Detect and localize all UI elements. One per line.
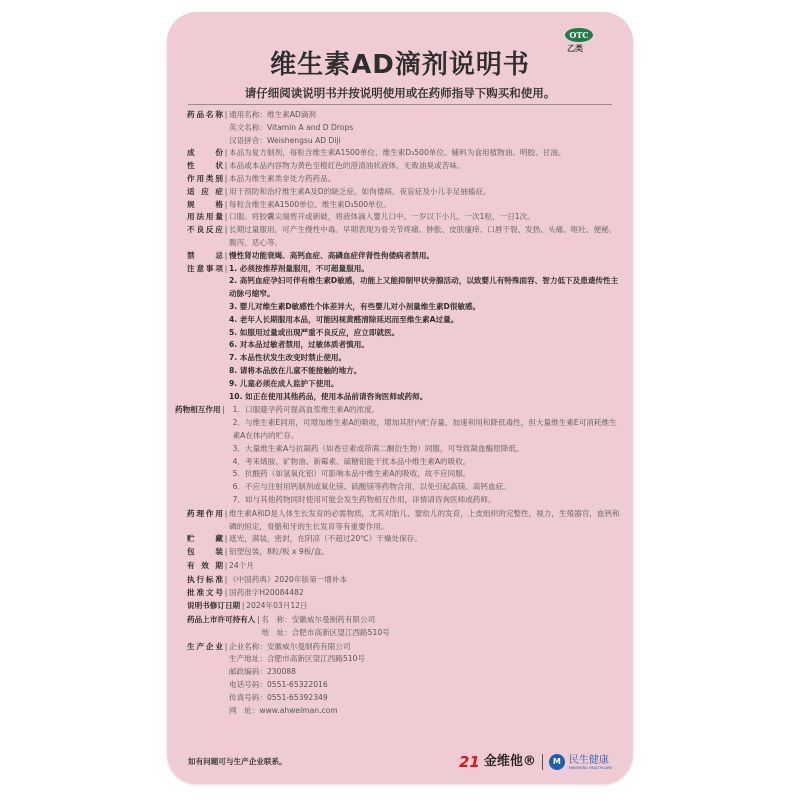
section-label: 贮藏	[187, 534, 223, 544]
english-name: 英文名称：Vitamin A and D Drops	[229, 122, 354, 132]
production-address: 生产地址：合肥市高新区望江西路510号	[229, 654, 365, 664]
section-label: 药物相互作用	[175, 405, 221, 415]
divider	[188, 104, 612, 105]
list-item: 7．如与其他药物同时使用可能会发生药物相互作用，详情请咨询医师或药师。	[232, 494, 496, 504]
section-label: 不良反应	[187, 225, 223, 235]
section-label: 规格	[187, 199, 223, 209]
section-spec: 规格 | 每粒含维生素A1500单位、维生素D₃500单位。	[187, 199, 623, 212]
otc-class: 乙类	[567, 44, 583, 53]
list-item: 2．与维生素E同用，可增加维生素A的吸收，增加其肝内贮存量，加速利用和降低毒性，但大量维生素E可消耗维生素A在体内的贮存。	[232, 418, 617, 440]
brand-logos	[459, 753, 612, 771]
list-item: 3. 婴儿对维生素D敏感性个体差异大，有些婴儿对小剂量维生素D很敏感。	[229, 301, 481, 311]
list-item: 4. 老年人长期服用本品，可能因视黄醛清除延迟而至维生素A过量。	[229, 314, 459, 324]
section-label: 药品上市许可持有人	[187, 615, 256, 625]
list-item: 1. 必须按推荐剂量服用，不可超量服用。	[229, 263, 369, 273]
list-item: 2. 高钙血症孕妇可伴有维生素D敏感，功能上又能抑制甲状旁腺活动，以致婴儿有特殊面容、智力低下及患遗传性主动脉弓缩窄。	[229, 276, 619, 299]
section-text: 本品为维生素类非处方药药品。	[229, 173, 336, 183]
section-label: 禁忌	[187, 250, 223, 260]
section-dosage: 用法用量 | 口服。将胶囊尖端剪开或刺破，将液体滴入婴儿口中。一岁以下小儿，一次1粒，一日1次。	[187, 211, 623, 224]
brand-logo-number: 21	[458, 753, 480, 771]
section-pharmacology: 药理作用 | 维生素A和D是人体生长发育的必需物质，尤其对胎儿、婴幼儿的发育，上皮组织的完整性，视力，生殖器官，血钙和磷的恒定，骨骼和牙的生长发育等有重要作用。	[187, 508, 623, 534]
section-composition: 成份 | 本品为复方制剂，每粒含维生素A1500单位、维生素D₃500单位。辅料为食用植物油、明胶、甘油。	[187, 147, 623, 160]
section-storage: 贮藏 | 遮光，满装，密封，在阴凉（不超过20℃）干燥处保存。	[187, 533, 623, 546]
section-name: 药品名称 | 通用名称：维生素AD滴剂 英文名称：Vitamin A and D Drops 汉语拼音：Weishengsu AD Diji	[187, 109, 623, 147]
section-appearance: 性状 | 本品或本品内容物为黄色至橙红色的澄清油状液体，无败油臭或苦味。	[187, 160, 623, 173]
subtitle: 请仔细阅读说明书并按说明使用或在药师指导下购买和使用。	[244, 86, 556, 100]
postal-code: 邮政编码：230088	[229, 667, 296, 677]
list-item: 7. 本品性状发生改变时禁止使用。	[229, 353, 347, 363]
section-label: 注意事项	[187, 263, 223, 273]
partner-logo-name: 民生健康	[568, 754, 609, 766]
section-text: 《中国药典》2020年版第一增补本	[229, 574, 348, 584]
section-text: 本品或本品内容物为黄色至橙红色的澄清油状液体，无败油臭或苦味。	[229, 161, 465, 171]
holder-name: 名 称：安徽威尔曼制药有限公司	[261, 615, 376, 625]
contact-note: 如有问题可与生产企业联系。	[188, 757, 287, 766]
section-label: 作用类别	[187, 173, 223, 183]
section-text: 口服。将胶囊尖端剪开或刺破，将液体滴入婴儿口中。一岁以下小儿，一次1粒，一日1次。	[229, 212, 535, 222]
list-item: 1．口服避孕药可提高血浆维生素A的浓度。	[232, 405, 380, 415]
partner-logo-sub: MINSHENG HEALTHCARE	[568, 765, 612, 770]
brand-logo-name: 金维他®	[483, 754, 536, 769]
section-validity: 有效期 | 24个月	[187, 560, 623, 573]
website-link[interactable]: 网 址：www.ahwelman.com	[229, 705, 338, 715]
section-text: 2024年03月12日	[246, 601, 308, 611]
section-approval: 批准文号 | 国药准字H20084482	[187, 587, 623, 600]
list-item: 5. 如服用过量或出现严重不良反应，应立即就医。	[229, 327, 400, 337]
logo-divider	[542, 754, 543, 770]
section-text: 本品为复方制剂，每粒含维生素A1500单位、维生素D₃500单位。辅料为食用植物油、明胶、甘油。	[229, 148, 566, 158]
section-text: 国药准字H20084482	[229, 588, 304, 598]
section-category: 作用类别 | 本品为维生素类非处方药药品。	[187, 173, 623, 186]
section-package: 包装 | 铝塑包装，8粒/板 x 9板/盒。	[187, 546, 623, 559]
list-item: 9. 儿童必须在成人监护下使用。	[229, 378, 339, 388]
section-text: 慢性肾功能衰竭、高钙血症、高磷血症伴肾性佝偻病者禁用。	[229, 250, 435, 260]
section-label: 包装	[187, 547, 223, 557]
list-item: 4．考来烯胺、矿物油、新霉素、硫糖铝能干扰本品中维生素A的吸收。	[232, 456, 471, 466]
company-name: 企业名称：安徽威尔曼制药有限公司	[229, 641, 351, 651]
section-adverse: 不良反应 | 长期过量服用，可产生慢性中毒。早期表现为骨关节疼痛、肿胀、皮肤瘙痒、口唇干裂、发热、头痛、呕吐、便秘、腹泻、恶心等。	[187, 224, 623, 250]
generic-name: 通用名称：维生素AD滴剂	[229, 110, 316, 119]
section-indications: 适应症 | 用于预防和治疗维生素A及D的缺乏症。如佝偻病、夜盲症及小儿手足抽搐症。	[187, 186, 623, 199]
list-item: 3．大量维生素A与抗凝药（如香豆素或茚满二酮衍生物）同服，可导致凝血酶原降低。	[232, 443, 524, 453]
section-label: 性状	[187, 161, 223, 171]
section-precautions: 注意事项 | 1. 必须按推荐剂量服用，不可超量服用。 2. 高钙血症孕妇可伴有维生素D敏感，功能上又能抑制甲状旁腺活动，以致婴儿有特殊面容、智力低下及患遗传性主动脉弓缩窄。 3. 婴儿对维生素D敏感性个体差异大，有些婴儿对小剂量维生素D很敏感。 4. 老年人长期服用本品，可能因视黄醛清除延迟而至维生素A过量。 5. 如服用过量或出现严重不良反应，应立即就医。 6. 对本品过敏者禁用，过敏体质者慎用。 7. 本品性状发生改变时禁止使用。 8. 请将本品放在儿童不能接触的地方。 9. 儿童必须在成人监护下使用。 10. 如正在使用其他药品，使用本品前请咨询医师或药师。	[187, 263, 623, 404]
section-text: 24个月	[229, 560, 254, 570]
section-holder: 药品上市许可持有人 | 名 称：安徽威尔曼制药有限公司 地 址：合肥市高新区望江西路510号	[187, 614, 623, 640]
page-title: 维生素AD滴剂说明书	[270, 50, 530, 80]
holder-address: 地 址：合肥市高新区望江西路510号	[261, 627, 390, 637]
section-revision: 说明书修订日期 | 2024年03月12日	[187, 600, 623, 613]
section-text: 遮光，满装，密封，在阴凉（不超过20℃）干燥处保存。	[229, 534, 422, 544]
section-label: 有效期	[187, 560, 223, 570]
section-label: 药品名称	[187, 110, 223, 119]
section-text: 长期过量服用，可产生慢性中毒。早期表现为骨关节疼痛、肿胀、皮肤瘙痒、口唇干裂、发热、头痛、呕吐、便秘、腹泻、恶心等。	[229, 225, 617, 247]
section-text: 用于预防和治疗维生素A及D的缺乏症。如佝偻病、夜盲症及小儿手足抽搐症。	[229, 186, 491, 196]
section-label: 成份	[187, 148, 223, 158]
section-text: 铝塑包装，8粒/板 x 9板/盒。	[229, 547, 330, 557]
section-standard: 执行标准 | 《中国药典》2020年版第一增补本	[187, 574, 623, 587]
list-item: 6．不应与注射用钙制剂或氧化镁、硫酸镁等药物合用，以免引起高镁、高钙血症。	[232, 482, 511, 492]
phone-number: 电话号码：0551-65322016	[229, 680, 328, 690]
footer	[188, 752, 612, 772]
list-item: 6. 对本品过敏者禁用，过敏体质者慎用。	[229, 340, 369, 350]
section-label: 说明书修订日期	[187, 601, 241, 611]
section-label: 适应症	[187, 186, 223, 196]
fax-number: 传真号码：0551-65392349	[229, 692, 328, 702]
section-manufacturer: 生产企业 | 企业名称：安徽威尔曼制药有限公司 生产地址：合肥市高新区望江西路510号 邮政编码：230088 电话号码：0551-65322016 传真号码：0551-65392349 网 址：www.ahwelman.com	[187, 641, 623, 718]
otc-badge: OTC	[565, 28, 593, 42]
section-contraindications: 禁忌 | 慢性肾功能衰竭、高钙血症、高磷血症伴肾性佝偻病者禁用。	[187, 250, 623, 263]
section-label: 用法用量	[187, 212, 223, 222]
section-interactions: 药物相互作用 | 1．口服避孕药可提高血浆维生素A的浓度。 2．与维生素E同用，可增加维生素A的吸收，增加其肝内贮存量，加速利用和降低毒性，但大量维生素E可消耗维生素A在体内的贮存。 3．大量维生素A与抗凝药（如香豆素或茚满二酮衍生物）同服，可导致凝血酶原降低。 4．考来烯胺、矿物油、新霉素、硫糖铝能干扰本品中维生素A的吸收。 5．抗酸药（如氢氧化铝）可影响本品中维生素A的吸收，故不应同服。 6．不应与注射用钙制剂或氧化镁、硫酸镁等药物合用，以免引起高镁、高钙血症。 7．如与其他药物同时使用可能会发生药物相互作用，详情请咨询医师或药师。	[175, 404, 623, 506]
section-label: 批准文号	[187, 588, 223, 598]
list-item: 10. 如正在使用其他药品，使用本品前请咨询医师或药师。	[229, 391, 428, 401]
leaflet-body	[175, 109, 623, 717]
minsheng-logo-icon: M	[549, 754, 565, 770]
pinyin-name: 汉语拼音：Weishengsu AD Diji	[229, 135, 341, 145]
section-text: 每粒含维生素A1500单位、维生素D₃500单位。	[229, 199, 391, 209]
section-text: 维生素A和D是人体生长发育的必需物质，尤其对胎儿、婴幼儿的发育，上皮组织的完整性，视力，生殖器官，血钙和磷的恒定，骨骼和牙的生长发育等有重要作用。	[229, 508, 620, 531]
section-label: 执行标准	[187, 574, 223, 584]
list-item: 5．抗酸药（如氢氧化铝）可影响本品中维生素A的吸收，故不应同服。	[232, 469, 471, 479]
list-item: 8. 请将本品放在儿童不能接触的地方。	[229, 365, 362, 375]
section-label: 药理作用	[187, 508, 223, 518]
section-label: 生产企业	[187, 641, 223, 651]
